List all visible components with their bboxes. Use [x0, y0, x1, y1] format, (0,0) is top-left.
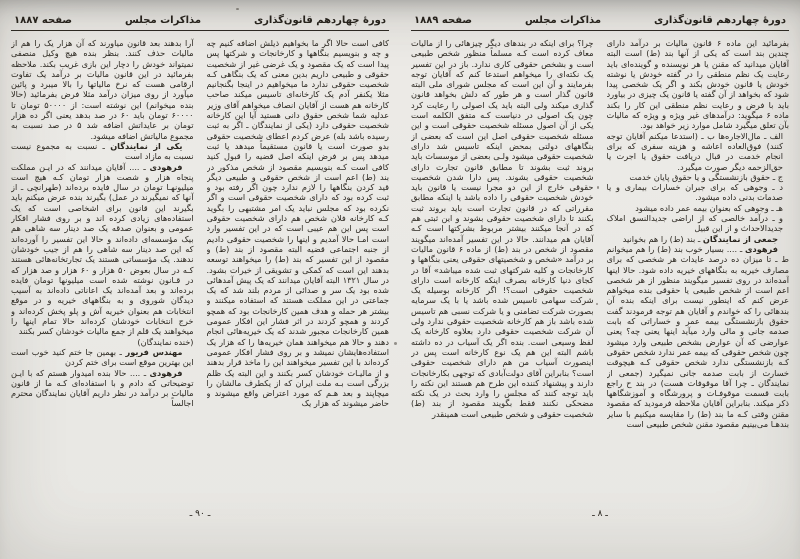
scan-speck — [596, 303, 598, 305]
paragraph — [11, 337, 194, 347]
paragraph — [11, 347, 194, 368]
text-columns — [11, 31, 389, 504]
scan-speck — [394, 342, 397, 345]
paragraph-text: د ـ وجوهی که برای جبران خسارات بیماری و یا صدمات بدنی داده میشود. — [606, 182, 783, 203]
page-header — [11, 15, 389, 31]
text-column-right — [207, 38, 390, 504]
speaker-name: مهندس فریور — [125, 346, 183, 357]
paragraph-text: چرا؟ برای اینکه در بندهای دیگر چیزهائی را از مالیات معاف کرده است کـه مسلماً منظور شخص طبیعی است و بشخص حقوقی کاری ندارد. باز در این تفسیر یک نکته‌ای را میخواهم استدعا کنم که آقایان توجه بفرمایند و آن این است که مجلس شورای ملی البته قانون گذار است و هر طور که دلش بخواهد قانون گذاری میکند ولی البته باید یک اصولی را رعایت کرد چون یک اصولی در دنیاست کـه متفق الکلمه است یکی از آن اصول مسئله شخصیت حقوقی است و این مسئله شخصیت حقوقی اصل این است که بعضی از بنگاههای دولتی بمحض اینکه تاسیس شد دارای شخصیت حقوقی میشود ولـی بعضی از موسسات باید بروند ثبت بشوند تا مطابق قانون تجارت دارای شخصیت حقوقی بشوند. پس دارا شدن شخصیت حقوقی خارج از این دو مجرا نیست یا قانون باید خودش شخصیت حقوقی را داده باشد یا اینکه مطابق مقرراتی که در قانون تجارت است باید بروند ثبت بکنند تا دارای شخصیت حقوقی بشوند و این ثبتی هم که در آنجا میکنند بیشتر مربوط بشرکتها است کـه آقایان هم میدانند. حالا در این تفسیر آمده‌اند میگویند مقصود از شخص در بند (ط) از ماده ۶ قانون مالیات بر درآمد «شخص و شخصیتهای حقوقی یعنی بنگاهها و کارخانجات و کلیه شرکتهای ثبت شده میباشد» آقا در کجای دنیا کارخانه بصرف اینکه کارخانه است دارای شخصیت حقوقی است؟! اگر کارخانه بوسیله یک شرکت سهامی تاسیس شده باشد یا با یک سرمایه بصورت شرکت تضامنی و یا شرکت نسبی هم تاسیس شده باشد باز هم کارخانه شخصیت حقوقی ندارد ولی آن شرکت شخصیت حقوقی دارد بعلاوه کارخانه یک لفظ وسیعی است. بنده اگر یک آسیاب در ده داشته باشم البته این هم یک نوع کارخانه است پس در اینصورت آسیاب من هم دارای شخصیت حقوقی است؟ بنابراین آقای دولت‌آبادی که توجهی بکارخانجات دارند و پیشنهاد کننده این طرح هم هستند این نکته را باید توجه کنند که مجلس را وارد بحث در یک نکته مضحکی نکنند فقط بگویند مقصود از بند (ط) شخصیت حقوقی و شخص طبیعی است همینقدر — [411, 38, 594, 419]
paragraph-text: ـ .... آقایان میدانند که در ایـن مملکت پنجاه هزار و شصت هزار تومان کـه هیچ است میلیونهـا تومان در سال فایده برده‌اند (طهرانچی ـ از آنها که نمیگیرند در عمل) بگیرند بنده عرض میکنم باید بگیرند این قانون برای اشخاصی است که یک استفاده‌های زیادی کرده اند و بر روی فشار افکار عمومی و بعنوان صدقه یک صد دینار سه شاهی هم بیک مؤسسه‌ای داده‌اند و حالا این تفسیر را آورده‌اند که این صد دینار سه شاهی را هم از جیب خودشان ندهند. یک مؤسساتی هستند یک تجارتخانه‌هائی هستند کـه در سال بعوض ۵۰ هزار و ۶۰ هزار و صد هزار که در قـانون نوشته شده است میلیونها تومان فایده برده‌اند و بعد آمده‌اند یک اعاناتی داده‌اند به آسیب دیدگان شوروی و به بنگاههای خیریه و در موقع انتخابات هم بعنوان خیریه آش و پلو پخش کرده‌اند و خرج انتخابات خودشان کرده‌اند حالا تمام اینها را میخواهند یک قلم از جمع مالیات خودشان کسر بکنند — [11, 161, 194, 337]
paragraph — [207, 38, 390, 409]
paragraph — [607, 182, 790, 203]
speaker-name: فرهودی — [149, 367, 183, 378]
scan-speck — [597, 186, 599, 189]
speaker-name: فرهودی — [149, 161, 183, 172]
text-column-left — [411, 38, 594, 504]
edition-label: دورهٔ چهاردهم قانون‌گذاری — [653, 15, 786, 26]
speaker-name: فرهودی — [745, 243, 778, 254]
paragraph — [607, 203, 790, 213]
paragraph-text: الف ـ مال‌الاجاره‌ها ب ـ (استدعا میکنم آقایان توجه کنند) فوق‌العاده اعاشه و هزینه سفری که برای انجام خدمت در قبال دریافت حقوق یا اجرت یا حق‌الزحمه دیگر صورت میگیرد. — [606, 130, 783, 172]
paragraph-text: ج ـ حقوق بازنشستگی و یا حقوق پایان خدمت — [629, 171, 783, 182]
paragraph-text: ـ نسبت به مجموع نیست نسبت به مازاد است — [11, 140, 194, 162]
journal-title: مذاکرات مجلس — [125, 15, 202, 26]
paragraph — [607, 172, 790, 182]
journal-title: مذاکرات مجلس — [525, 15, 602, 26]
paragraph — [607, 38, 790, 131]
page-1889 — [400, 0, 800, 559]
paragraph-text: (خنده نمایندگان) — [137, 336, 194, 347]
paragraph-text: ـ .... حالا بنده امیدوار هستم که با ایـن توضیحاتی که دادم و با استفاده‌ای کـه ما از قانون مالیات بر درآمد در نظر داریم آقایان نمایندگان محترم اجالساً — [11, 367, 194, 409]
paragraph-text: ـ .... بسیار خوب بند (ط) را هم میخوانم ط ـ تا میزان ده درصد عایدات هر شخصی که برای مصارف خیریه به بنگاههای خیریه داده شود. حالا اینها آمده‌اند در روی تفسیر میگویند منظور از هر شخصی اعم است از شخص طبیعی یا حقوقی بنده میخواهم عرض کنم که اینطور نیست برای اینکه بنده آن بندهائی را که خواندم و آقایان هم توجه فرمودند گفت حقوق بازنشستگی بیمه عمر و خساراتی که بابت صدمه جانی و مالی وارد میآید اینها یعنی چه؟ یعنی عوارضی که آن عوارض بشخص طبیعی وارد میشود چون شخص حقوقی که بیمه عمر ندارد شخص حقوقی کـه بازنشستگی ندارد شخص حقوقی کـه هیچوقت خسارت از بابت صدمه جانی نمیگیرد (جمعی از نمایندگان ـ چرا آقا موقوفات هست) در بند ح راجع بابت قسمت موقوفـات و پرورشگاه و آموزشگاهها ذکر میکند. بنابراین آقایان ملاحظه فرمودید که مقصود مقنن وقتی کـه ما بند (ط) را مقایسه میکنیم با سایر بندهـا می‌بینیم مقصود مقنن شخص طبیعی است — [606, 243, 789, 429]
paragraph — [11, 141, 194, 162]
page-number-label: صفحه ۱۸۸۹ — [414, 15, 473, 26]
paragraph — [411, 38, 594, 419]
paragraph-text: ـ بهمین جا ختم کنید خوب است این بهترین موقع است برای ختم کردن — [11, 346, 194, 368]
speaker-name: جمعی از نمایندگان — [702, 233, 778, 244]
paragraph-text: کافی است حالا اگر ما بخواهیم ذیلش اضافه کنیم چه و چه و بنویسیم بنگاهها و کارخانجات و شرکتها پس پیدا است که یک مقصود و یک غرضی غیر از شخصیت حقوقی و طبیعی داریم بدین معنی که یک بنگاهی کـه شخصیت حقوقی ندارد ما میخواهیم در اینجا بگنجانیم مثلا یکنفر آدم یک کارخانه‌ای تاسیس میکند صاحب کارخانه هم هست از آقایان انصاف میخواهم آقای وزیر عدلیه شما شخص حقوق دانی هستید آیا این کارخانه شخصیت حقوقی دارد (یکی از نمایندگان ـ اگر به ثبت رسیده باشد بله) عرض کردم اعطای شخصیت حقوقی بدو صورت است یا قانون مستقیماً میدهد یا ثبت میدهد پس بر فرض اینکه اصل قضیه را قبول کنید کافی است کـه بنویسیم مقصود از شخص مذکور در بند (ط) اعم است از شخص حقوقی و طبیعی دیگر قید کردن بنگاهها را لازم ندارد چون اگر رفته بود و ثبت کرده بود که دارای شخصیت حقوقی است و اگر نکرده بود که مجلس نباید یک امر مشتبهی را بگوید کـه کارخانه فلان شخص هم دارای شخصیت حقوقی است پس این هم عیبی است که در این تفسیر وارد است امـا حالا آمدیم و اینها را شخصیت حقوقی دادیم از جنبه اجتماعی قضیه البته مقصود از بند (ط) و مقصود از این تفسیر که بند (ط) را میخواهند توسعه بدهند این است که کمکی و تشویقی از خیرات بشود. در سال ۱۳۲۱ البته آقایان میدانند که یک پیش آمدهائی شده بود یک سر و صدائی از مردم بلند شد که یک جماعتی در این مملکت هستند که استفاده میکنند و بیشتر هر حمله و هدف همین کارخانجات بود که همچو کردند و همچو کردند در اثر فشار این افکار عمومی همین کارخانجات مجبور شدند که یک خیریه‌هائی انجام دهند و حالا هم میخواهند همان خیریه‌ها را که هزار یک استفاده‌هایشان نمیشد و بر روی فشار افکار عمومی کرده‌اند با این تفسیر میخواهند این را ماخذ قرار بدهند و از مالیـات خودشان کسر بکنند و این البته یک ظلم بزرگی است بـه ملت ایران که از یکطرف مالشان را میچاپند و بعد هـم که مورد اعتراض واقع میشوند و حاضر میشوند که هزار یک — [206, 38, 389, 409]
paragraph-text: هـ ـ وجوهی که بعنوان بیمه عمر داده میشود — [635, 202, 783, 213]
edition-label: دورهٔ چهاردهم قانون‌گذاری — [253, 15, 386, 26]
paragraph-text: ـ بند (ط) را هم بخوانید — [622, 233, 703, 244]
paragraph — [607, 131, 790, 172]
text-column-left — [11, 38, 194, 504]
text-column-right — [607, 38, 790, 504]
page-footer-number: ـ ۹۰ ـ — [189, 509, 211, 519]
text-columns — [411, 31, 789, 504]
paragraph — [11, 368, 194, 409]
paragraph-text: و ـ درآمد خالصی که از اراضی جدیدالنسق املاک جدیدالاحداث و از این قبیل — [606, 213, 783, 234]
page-header — [411, 15, 789, 31]
speaker-name: یکی از نمایندگان — [110, 140, 183, 151]
page-number-label: صفحه ۱۸۸۷ — [14, 15, 73, 26]
paragraph — [607, 244, 790, 429]
paragraph — [11, 162, 194, 337]
paragraph — [607, 213, 790, 234]
paragraph — [11, 38, 194, 141]
paragraph-text: بفرمائید این ماده ۶ قانون مالیات بر درآمد دارای چندین بند است که یکی از آنها بند (ط) است البته آقایان میدانید که مقنن یا هر نویسنده و گوینده‌ای باید رعایت یک نظم منطقی را در گفته خودش یا نوشته خودش یا قانون خودش بکند و اگر یک شخصی پیدا شود که بخواهد از آن گفته یا قانون یک چیزی در بیاورد باید با فرض و رعایت نظم منطقی این کار را بکند ماده ۶ میگوید: درآمدهای غیر ویژه و ویژه که مالیات بآن تعلق میگیرد شامل موارد زیر خواهد بود. — [606, 38, 789, 131]
paragraph-text: آرا بدهند بعد قانون میاورند که آن هزار یک را هم از مالیات حذف کنند. بنظر بنده هیچ وکیل منصفی نمیتواند خودش را دچار این بازی غریب بکند. ملاحظه بفرمائید در این قانون مالیات بر درآمد یک تفاوت ارقامی هست که نرخ مالیاتها را بالا میبرد و پائین میآورد از روی میزان درآمد مثلا فرض بفرمائید (حالا بنده میخوانم) این نوشته است: از ۵۰۰۰۰ تومان تا ۶۰۰۰۰ تومان باید ۶۰ در صد بدهد یعنی اگر ده هزار تومان بر عایداتش اضافه شد ۵ در صد نسبت به مجموع مالیاتش اضافه میشود. — [11, 38, 194, 141]
scan-speck — [236, 8, 239, 10]
paragraph — [607, 234, 790, 244]
page-footer-number: ـ ۸ ـ — [592, 509, 608, 519]
